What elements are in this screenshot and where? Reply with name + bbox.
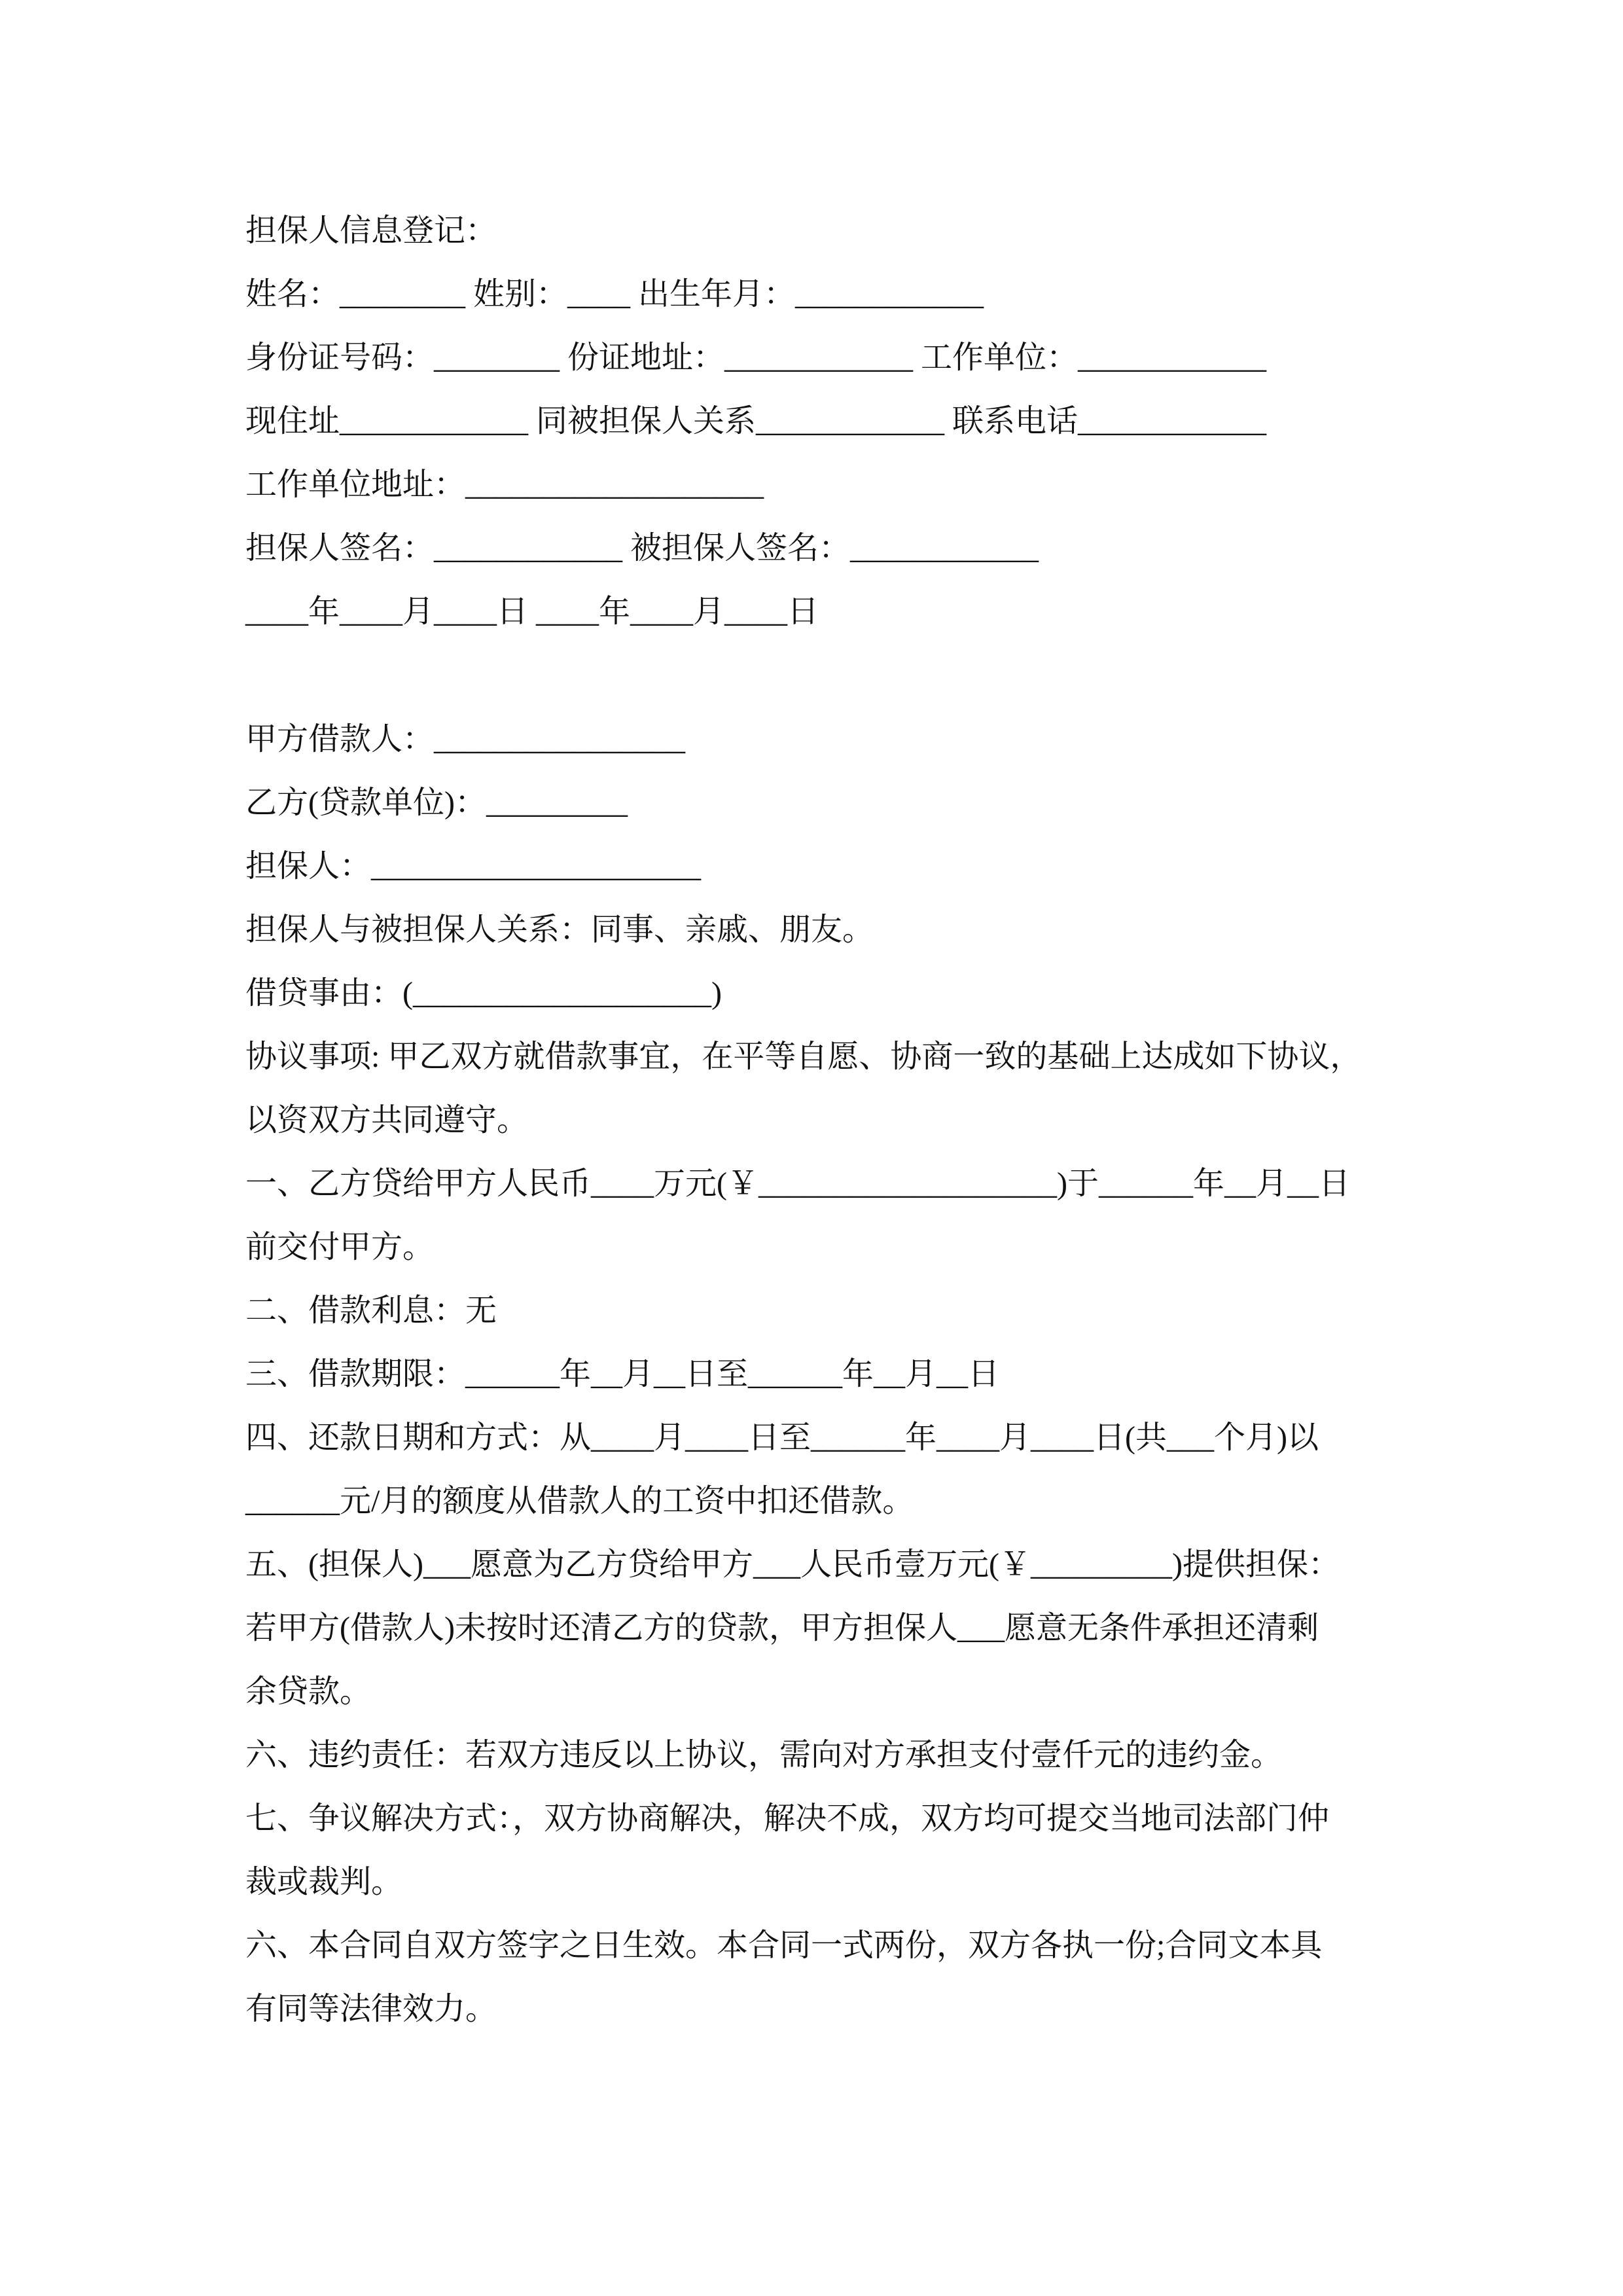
section-heading: 担保人信息登记：	[245, 213, 497, 248]
loan-reason-line: 借贷事由：(___________________)	[245, 976, 722, 1011]
agreement-text: 协议事项: 甲乙双方就借款事宜，在平等自愿、协商一致的基础上达成如下协议，	[245, 1039, 1362, 1074]
id-workplace-row: 身份证号码：________ 份证地址：____________ 工作单位：____________	[245, 340, 1267, 375]
clause-4: 四、还款日期和方式：从____月____日至______年____月____日(共___个月)以	[245, 1420, 1319, 1455]
clause-7: 裁或裁判。	[245, 1865, 403, 1899]
lender-line: 乙方(贷款单位)：_________	[245, 785, 628, 820]
clause-2: 二、借款利息：无	[245, 1293, 497, 1328]
clause-5: 余贷款。	[245, 1674, 372, 1709]
work-address-row: 工作单位地址：___________________	[245, 467, 764, 502]
clause-7: 七、争议解决方式：，双方协商解决，解决不成，双方均可提交当地司法部门仲	[245, 1801, 1330, 1836]
clause-4: ______元/月的额度从借款人的工资中扣还借款。	[245, 1484, 914, 1518]
clause-8: 有同等法律效力。	[245, 1992, 497, 2026]
clause-6: 六、违约责任：若双方违反以上协议，需向对方承担支付壹仟元的违约金。	[245, 1738, 1283, 1772]
clause-3: 三、借款期限：______年__月__日至______年__月__日	[245, 1357, 1000, 1391]
date-row: ____年____月____日 ____年____月____日	[245, 594, 819, 629]
clause-5: 五、(担保人)___愿意为乙方贷给甲方___人民币壹万元(￥_________)提供担保：	[245, 1547, 1340, 1582]
address-relation-phone-row: 现住址____________ 同被担保人关系____________ 联系电话____________	[245, 404, 1267, 439]
clause-5: 若甲方(借款人)未按时还清乙方的贷款，甲方担保人___愿意无条件承担还清剩	[245, 1611, 1319, 1645]
relationship-line: 担保人与被担保人关系：同事、亲戚、朋友。	[245, 912, 874, 947]
clause-8: 六、本合同自双方签字之日生效。本合同一式两份，双方各执一份;合同文本具	[245, 1928, 1323, 1963]
guarantor-line: 担保人：_____________________	[245, 849, 702, 884]
clause-1: 一、乙方贷给甲方人民币____万元(￥___________________)于______年__月__日	[245, 1166, 1350, 1201]
borrower-line: 甲方借款人：________________	[245, 722, 686, 757]
clause-1: 前交付甲方。	[245, 1230, 435, 1265]
signature-row: 担保人签名：____________ 被担保人签名：____________	[245, 531, 1039, 565]
agreement-text: 以资双方共同遵守。	[245, 1103, 529, 1138]
name-gender-birth-row: 姓名：________ 姓别：____ 出生年月：____________	[245, 277, 984, 312]
